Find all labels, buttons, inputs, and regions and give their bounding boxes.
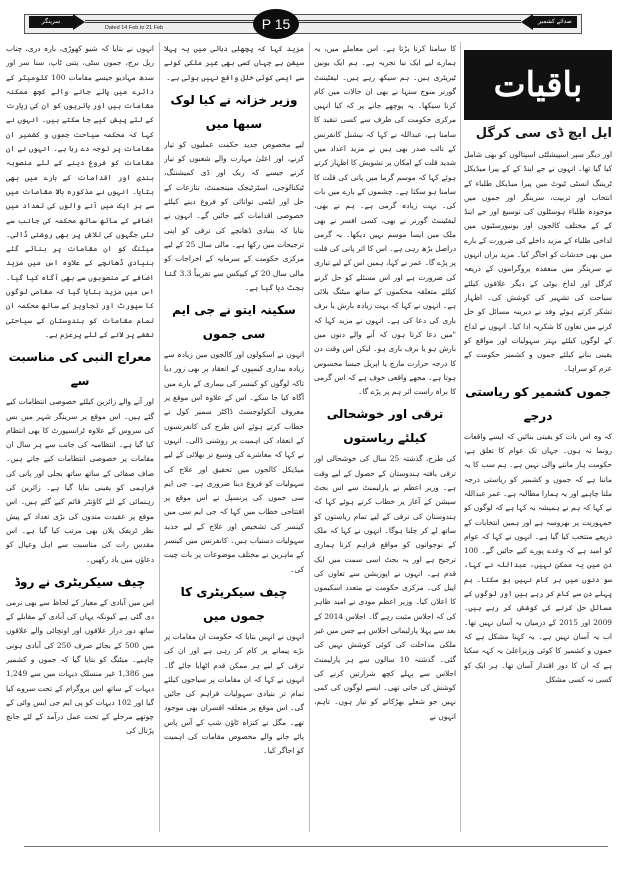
column-1 (6, 42, 154, 832)
column-4 (464, 148, 612, 832)
article-body: کا سامنا کرنا پڑتا ہے۔ اس معاملے میں، یہ ہمارے لیے ایک نیا تجربہ ہے۔ ہم ایک یونین ٹیریٹری ہیں۔ ہم سیکھ رہے ہیں۔ لیفٹیننٹ گورنر منوج سنہا نے بھی ان حالات میں کام کرنا سیکھا۔ یہ پوچھے جانے پر کہ کیا انہیں مرکزی حکومت کی طرف سے کسی تنقید کا سامنا ہے، عبداللہ نے کہا کہ نیشنل کانفرنس کے نائب صدر بھی ہیں نے مزید اعداد میں شدید قلت کے امکان پر تشویش کا اظہار کرتے ہوئے کہا کہ موسم گرما میں پانی کی قلت کا سامنا ہو سکتا ہے۔ چشموں کے بارے میں بات کی۔ بہت زیادہ گرمی ہے۔ ہم نے بھی، لیفٹیننٹ گورنر نے بھی، کسی افسر نے بھی ملک میں ایسا موسم نہیں دیکھا۔ یہ گرمی دراصل بڑھ رہی ہے۔ اس کا اثر پانی کی قلت پر پڑے گا۔ عمر نے کہا، ہمیں اس کے لیے تیاری کی ضرورت ہے اور اس مسئلے کو حل کرنے کیلئے متعلقہ محکموں کے ساتھ میٹنگ بلائی ہے۔ انہوں نے کہا کہ بہت زیادہ بارش یا برف باری کی دعا کی ہے۔ انہوں نے مزید کہا کہ "میں دعا کرتا ہوں کہ آنے والے دنوں میں بارش ہو یا برف باری ہو۔ لیکن اس وقت دن کا درجہ حرارت مارچ یا اپریل جیسا محسوس ہوتا ہے۔ مجھے واقعی خوف ہے کہ اس گرمی کا براہ راست اثر ہم پر پڑے گا۔ (314, 44, 456, 397)
column-divider (460, 42, 461, 832)
column-divider (309, 42, 310, 832)
column-2 (164, 42, 304, 832)
article-body: مزید کہا کہ پچھلی دہائی میں یہ پہلا سیشن ہے جہاں کسی بھی غیر ملکی کونے سے ایسی کوئی خلل واقع نہیں ہوئی ہے۔ (164, 44, 304, 82)
dated-label: Dated 14 Feb to 21 Feb (105, 25, 164, 31)
headline-lhdc-kargil: ایل ایچ ڈی سی کرگل (475, 126, 612, 141)
headline-meraj-un-nabi: معراج النبی کی مناسبت سے (8, 350, 152, 389)
header-rule (85, 20, 521, 23)
page-number-badge: P 15 (253, 9, 299, 39)
column-3 (314, 42, 456, 832)
article-body: اور دیگر سپر اسپیشلٹی اسپتالوں کو بھی شامل کیا گیا تھا۔ انہوں نے جے اینڈ کے کے پیرا میڈیکل ٹریننگ انسٹی ٹیوٹ میں پیرا میڈیکل طلباء کے انتخاب اور تربیت، سرینگر اور جموں میں موجودہ طلباء ہوسٹلوں کی توسیع اور جے اینڈ کے کے مختلف کالجوں اور یونیورسٹیوں میں لداخی طلباء کے مزید داخلے کی ضرورت کے بارے میں بھی خدشات کو اجاگر کیا۔ مزید براں انہوں نے سرینگر میں منعقدہ پروگراموں کے ذریعہ کرگل اور لداخ یوٹی کے دیگر علاقوں کیلئے سیاحت کی تشہیر کی کوشش کی۔ اظہار تشکر کرتے ہوئے وفد نے دیرینہ مسائل کو حل کرنے میں تعاون کا شکریہ ادا کیا۔ انہوں نے لداخ کے لوگوں کیلئے بہتر سہولیات اور مواقع کو یقینی بنانے کیلئے جموں و کشمیر حکومت کے عزم کو سراہا۔ (464, 150, 612, 374)
article-body: کی طرح، گذشتہ 25 سال کی خوشحالی اور ترقی یافتہ ہندوستان کے حصول کے لیے وقت ہے۔ وزیر اعظم نے پارلیمنٹ سے اس بجٹ سیشن کے آغاز پر خطاب کرتے ہوئے کہا کہ ہندوستان کی ترقی کے لیے تمام ریاستوں کو ساتھ لے کر چلنا ہوگا۔ انہوں نے کہا کہ ملک کے نوجوانوں کو مواقع فراہم کرنا ہماری ترجیح ہے اور یہ بجٹ اسی سمت میں ایک قدم ہے۔ انہوں نے اپوزیشن سے تعاون کی اپیل کی۔ مرکزی حکومت نے متعدد اسکیموں کا اعلان کیا۔ وزیر اعظم مودی نے امید ظاہر کی کہ اجلاس مثبت رہے گا۔ اجلاس 2014 کے بعد سے پہلا پارلیمانی اجلاس ہے جس میں غیر ملکی مداخلت کی کوئی کوشش نہیں کی گئی۔ گذشتہ 10 سالوں سے ہر پارلیمنٹ اجلاس سے پہلے کچھ شرارتیں کرنے کی کوشش کی جاتی تھی۔ ایسے لوگوں کی کمی نہیں جو شعلے بھڑکانے کو تیار ہوں۔ تاہم، انہوں نے (314, 454, 456, 721)
article-body: اور آنے والے زائرین کیلئے خصوصی انتظامات کیے گئے ہیں۔ اس موقع پر سرینگر شہر میں بس کی سروس کے علاوہ ٹرانسپورٹ کا بھی انتظام کیا گیا ہے۔ انتظامیہ کی جانب سے ہر سال ان مقامات پر خصوصی انتظامات کیے جاتے ہیں۔ صاف صفائی کے ساتھ ساتھ بجلی اور پانی کی فراہمی کو یقینی بنایا گیا ہے۔ زائرین کی رہنمائی کے لئے کاؤنٹر قائم کیے گئے ہیں۔ اس موقع پر عقیدت مندوں کی بڑی تعداد کے پیش نظر ٹریفک پلان بھی مرتب کیا گیا ہے۔ اس مقدس رات کی مناسبت سے اہل وعیال کو دعاؤں میں یاد رکھیں۔ (6, 397, 154, 564)
footer-rule (24, 846, 608, 847)
header-left-tab: سرینگر (29, 16, 73, 28)
headline-finance-minister: وزیر خزانہ نے کیا لوک سبھا میں (170, 92, 298, 131)
headline-chief-secretary-jammu: چیف سیکریٹری کا جموں میں (180, 584, 288, 623)
headline-sakina-itoo: سکینہ ایتو نے جی ایم سی جموں (172, 303, 296, 342)
article-body: اس میں آبادی کے معیار کے لحاظ سے بھی نرمی دی گئی ہے کیونکہ یہاں کی آبادی کے مقابلے کے ساتھ دور دراز علاقوں اور اونچائی والے علاقوں میں 500 کے بجائے صرف 250 کی آبادی ہونی چاہیے۔ میٹنگ کو بتایا گیا کہ جموں و کشمیر میں 1,386 غیر منسلک دیہات میں سے 1,249 دیہات کے ساتھ اس پروگرام کے تحت سروے کیا گیا اور 102 دیہات کو پی ایم جی ایس وائی کے چوتھے مرحلے کے تحت عمل درآمد کے لئے جانچ پڑتال کی (6, 597, 154, 736)
article-body: انہوں نے انہیں بتایا کہ حکومت ان مقامات پر بڑے پیمانے پر کام کر رہی ہے اور ان کی ترقی کے لیے ہر ممکن قدم اٹھایا جائے گا۔ انہوں نے کہا کہ ان مقامات پر سیاحوں کیلئے تمام تر بنیادی سہولیات فراہم کی جائیں گی۔ اس موقع پر متعلقہ افسران بھی موجود تھے۔ مگل نے کنزاہ ٹاؤن شپ کے آس پاس پائے جانے والے مخصوص مقامات کی اہمیت کو اجاگر کیا۔ (164, 631, 304, 756)
headline-progress-states: ترقی اور خوشحالی کیلئے ریاستوں (326, 407, 444, 446)
page-header (24, 14, 582, 34)
article-body: انہوں نے بتایا کہ شیو کھوڑی، بارہ دری، چناب ریل برج، جموں سٹی، پتنی ٹاپ، سنا سر اور سدھ مہادیو جیسے مقامات 100 کلومیٹر کے دائرے میں پائے جانے والے کچھ ممکنہ مقامات ہیں اور یاتریوں کو ان کی زیارت کے لئے پیش کیے جا سکتے ہیں۔ انہوں نے کہا کہ محکمہ سیاحت جموں و کشمیر ان مقامات پر توجہ دے رہا ہے۔ انہوں نے ان مقامات کو فروغ دینے کے لئے منصوبہ بندی اور اقدامات کے بارے میں بھی بتایا۔ انہوں نے مذکورہ بالا مقامات میں سے ہر ایک میں آنے والوں کی تعداد میں اضافے کے ساتھ ساتھ محکمہ کی جانب سے نئی جگہوں کی تلاش پر بھی روشنی ڈالی۔ میٹنگ کو ان مقامات پر بنائے گئے بنیادی ڈھانچے کے علاوہ اس میں مزید اضافے کے منصوبوں سے بھی آگاہ کیا گیا۔ اس میں مزید بتایا گیا کہ مقامی لوگوں کا سپورٹ اور تجاویز کے ساتھ محکمہ ان تمام مقامات کو ہندوستان کے سیاحتی نقشے پر لانے کے لئے پرعزم ہے۔ (6, 44, 154, 339)
article-body: کہ وہ اس بات کو یقینی بنائیں کہ ایسے واقعات رونما نہ ہوں۔ جہاں تک عوام کا تعلق ہے، حکومت ہار ماننے والی نہیں ہے۔ ہم سب کا یہ ماننا ہے کہ جموں و کشمیر کو ریاستی درجہ ملنا چاہیے اور یہ ہمارا مطالبہ ہے۔ عمر عبداللہ نے کہا کہ ہم نے ہمیشہ یہ کہا ہے کہ لوگوں کو جمہوریت پر بھروسہ ہے اور ہمیں انتخابات کے ذریعے منتخب کیا گیا ہے۔ انہوں نے کہا کہ عوام کو امید ہے کہ وعدے پورے کیے جائیں گے۔ 100 دن میں یہ ممکن نہیں، عبداللہ نے کہا، سو دنوں میں ہر کام نہیں ہو سکتا۔ ہم پہلے دن سے کام کر رہے ہیں اور لوگوں کے مسائل حل کرنے کی کوشش کر رہے ہیں۔ 2009 اور 2015 کے درمیان یہ آسان نہیں تھا۔ اب یہ آسان نہیں ہے۔ یہ کہنا مشکل ہے کہ جموں و کشمیر کا کوئی وزیراعلیٰ یہ کہہ سکتا ہے کہ ان کا دور اقتدار آسان تھا۔ ہر ایک کو کسی نہ کسی مشکل (464, 431, 612, 684)
article-body: لیے مخصوص جدید حکمت عملیوں کو تیار کرنے، اور اعلیٰ مہارت والے شعبوں کو تیار کرنے جیسے کہ ربک اور ڈی کمیشننگ، ٹیکنالوجی، اسٹرٹیجک مینجمنٹ، تنازعات کے حل اور ایٹمی توانائی کو فروغ دینے کیلئے خصوصی اقدامات کیے جائیں گے۔ انہوں نے بتایا کہ بنیادی ڈھانچے کی ترقی کو اپنی ترجیحات میں رکھا ہے۔ مالی سال 25 کے لیے مرکزی حکومت کے سرمایہ کے اخراجات کو مالی سال 20 کے کیپکس سے تقریباً 3.3 گنا بجٹ دیا گیا ہے۔ (164, 139, 304, 292)
section-masthead: باقیات (464, 50, 612, 120)
article-body: انہوں نے اسکولوں اور کالجوں میں زیادہ سے زیادہ بیداری کیمپوں کے انعقاد پر بھی زور دیا تاکہ لوگوں کو کینسر کی بیماری کے بارے میں آگاہ کیا جا سکے۔ اس کے علاوہ اس موقع پر معروف آنکولوجسٹ ڈاکٹر سمیر کول نے خطاب کرتے ہوئے اس طرح کی کانفرنسوں کے انعقاد کی اہمیت پر روشنی ڈالی۔ انہوں نے کہا کہ معاشرے کی وسیع تر بھلائی کے لیے میڈیکل کالجوں میں تحقیق اور علاج کی سہولیات کو فروغ دینا ضروری ہے۔ جی ایم سی جموں کی پرنسپل نے اس موقع پر افتتاحی خطاب میں کہا کہ جی ایم سی میں کینسر کی تشخیص اور علاج کے لیے جدید سہولیات دستیاب ہیں۔ کانفرنس میں کینسر کے ماہرین نے مختلف موضوعات پر بات چیت کی۔ (164, 350, 304, 574)
headline-chief-secretary-road: چیف سیکریٹری نے روڈ (14, 574, 146, 589)
headline-statehood: جموں کشمیر کو ریاستی درجے (465, 384, 611, 423)
column-divider (159, 42, 160, 832)
header-right-tab: صدائے کشمیر (533, 16, 577, 28)
